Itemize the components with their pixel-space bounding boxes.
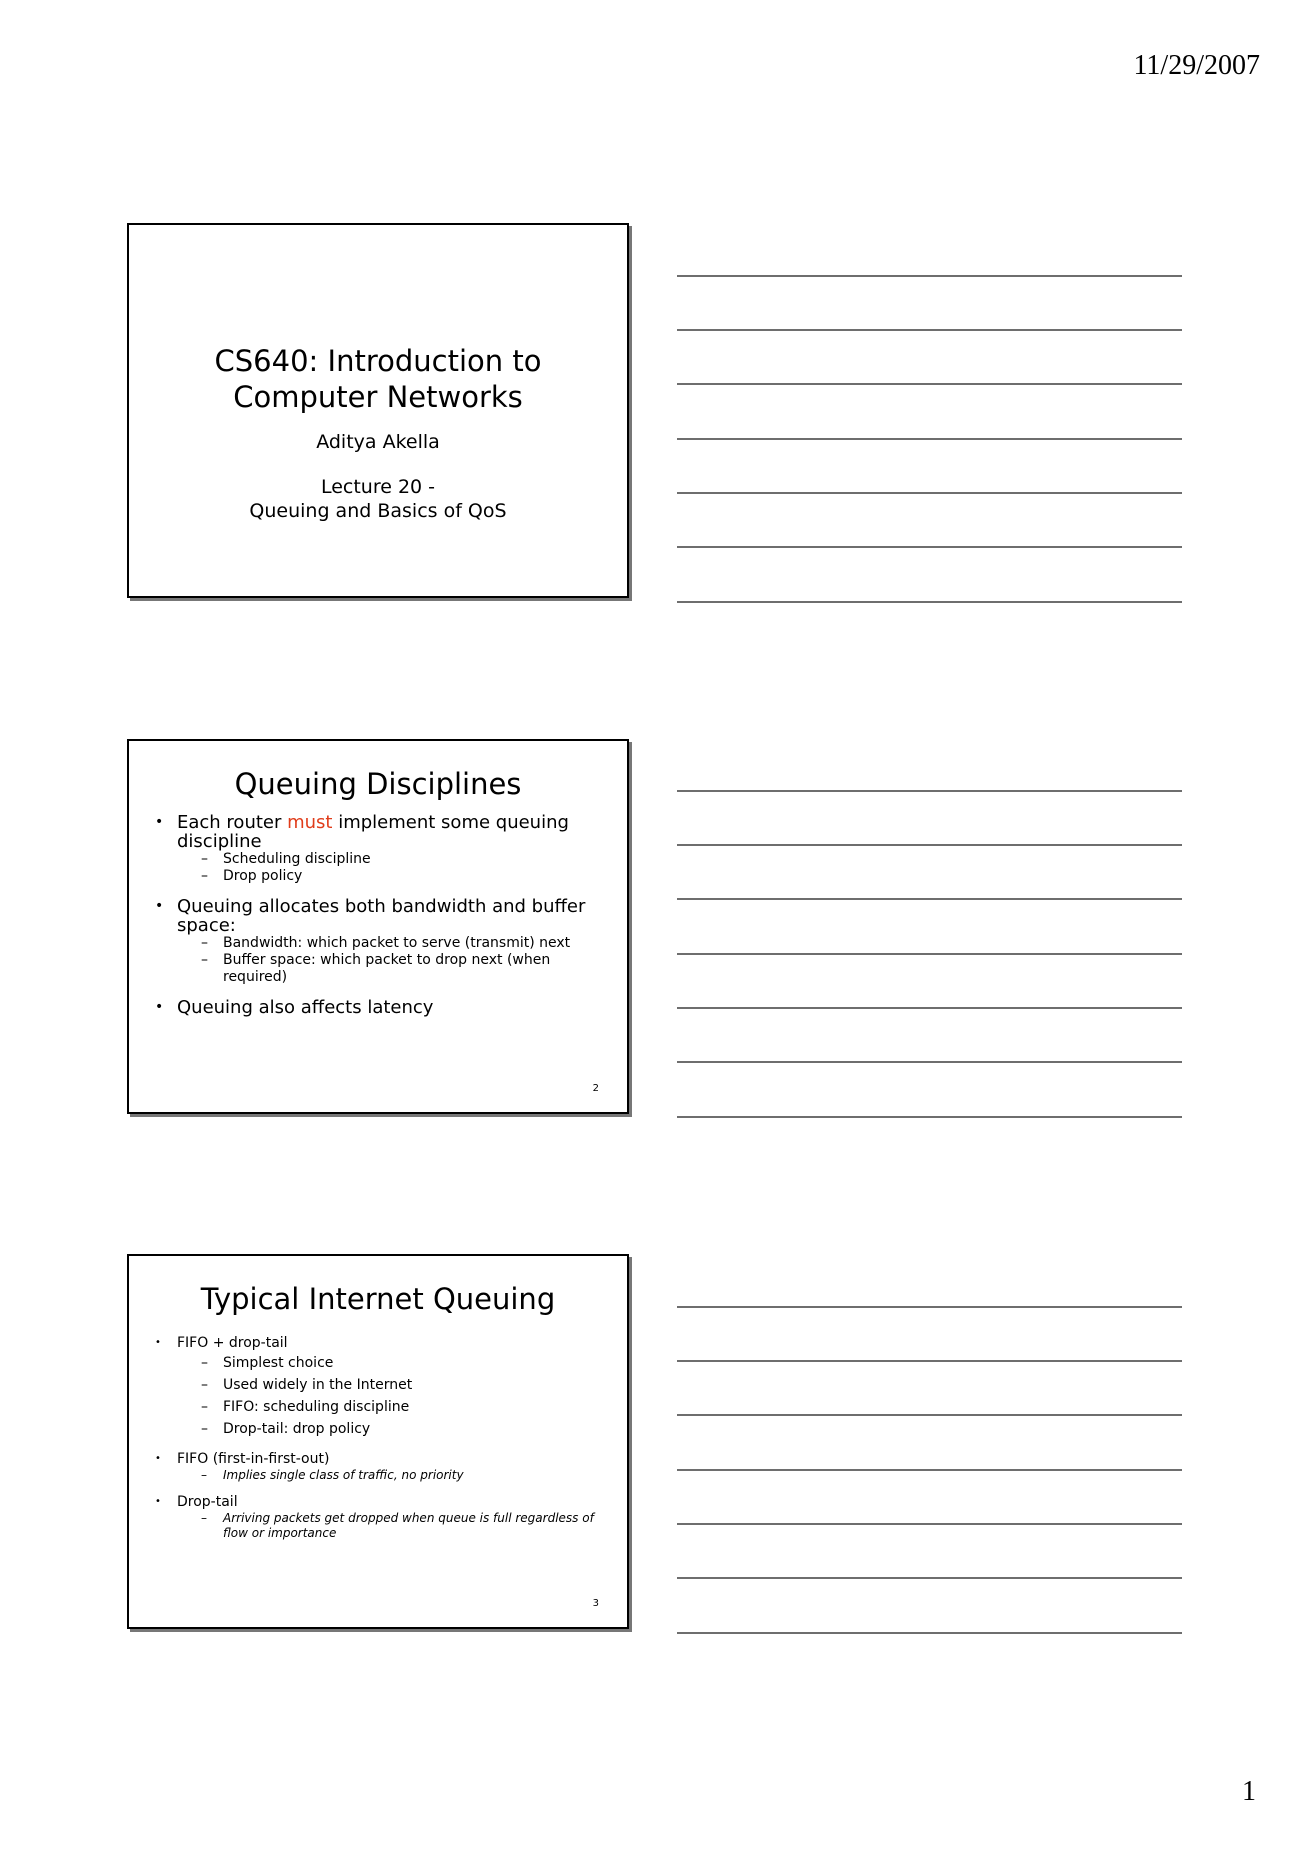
author-name: Aditya Akella xyxy=(316,431,440,453)
slide-thumbnail-2 xyxy=(127,739,629,1114)
slide-heading: Typical Internet Queuing xyxy=(200,1282,556,1316)
note-line xyxy=(677,383,1182,385)
bullet-item: • FIFO + drop-tail – Simplest choice – Used widely in the Internet – FIFO: scheduling discipline – Drop-tail: drop policy xyxy=(153,1334,607,1440)
title-block xyxy=(129,343,627,523)
slide-number: 2 xyxy=(592,1083,599,1094)
note-line xyxy=(677,844,1182,846)
slide-thumbnail-3 xyxy=(127,1254,629,1629)
bullet-item: • Each router must implement some queuing discipline – Scheduling discipline – Drop policy xyxy=(153,813,607,885)
sub-bullet: – Used widely in the Internet xyxy=(177,1374,607,1396)
note-line xyxy=(677,1469,1182,1471)
sub-bullet: – Drop-tail: drop policy xyxy=(177,1418,607,1440)
lecture-title: Lecture 20 - Queuing and Basics of QoS xyxy=(249,476,507,522)
bullet-item: • Queuing also affects latency xyxy=(153,998,607,1017)
note-line xyxy=(677,546,1182,548)
sub-bullet: – Bandwidth: which packet to serve (transmit) next xyxy=(177,935,607,952)
bullet-item: • Queuing allocates both bandwidth and buffer space: – Bandwidth: which packet to serve (transmit) next – Buffer space: which packet to drop next (when required) xyxy=(153,897,607,986)
note-line xyxy=(677,1414,1182,1416)
note-line xyxy=(677,1360,1182,1362)
note-line xyxy=(677,329,1182,331)
bullet-item: • Drop-tail – Arriving packets get dropped when queue is full regardless of flow or importance xyxy=(153,1493,607,1541)
note-line xyxy=(677,1061,1182,1063)
note-line xyxy=(677,492,1182,494)
sub-bullet: – Drop policy xyxy=(177,868,607,885)
note-line xyxy=(677,1523,1182,1525)
note-line xyxy=(677,1632,1182,1634)
bullet-item: • FIFO (first-in-first-out) – Implies single class of traffic, no priority xyxy=(153,1450,607,1483)
slide-heading: Queuing Disciplines xyxy=(234,767,522,801)
document-date: 11/29/2007 xyxy=(1133,50,1260,81)
note-line xyxy=(677,1577,1182,1579)
sub-bullet: – Arriving packets get dropped when queue is full regardless of flow or importance xyxy=(177,1511,607,1541)
sub-bullet: – FIFO: scheduling discipline xyxy=(177,1396,607,1418)
note-line xyxy=(677,1116,1182,1118)
sub-bullet: – Simplest choice xyxy=(177,1352,607,1374)
note-line xyxy=(677,953,1182,955)
slide-number: 3 xyxy=(592,1598,599,1609)
note-line xyxy=(677,601,1182,603)
slide-thumbnail-1 xyxy=(127,223,629,598)
bullet-list xyxy=(153,1334,607,1551)
course-title: CS640: Introduction to Computer Networks xyxy=(214,344,542,414)
note-line xyxy=(677,1007,1182,1009)
note-line xyxy=(677,275,1182,277)
sub-bullet: – Buffer space: which packet to drop next (when required) xyxy=(177,952,607,986)
note-line xyxy=(677,898,1182,900)
page-number: 1 xyxy=(1242,1776,1256,1807)
note-line xyxy=(677,1306,1182,1308)
bullet-list xyxy=(153,813,607,1029)
sub-bullet: – Implies single class of traffic, no priority xyxy=(177,1468,607,1483)
note-line xyxy=(677,790,1182,792)
note-line xyxy=(677,438,1182,440)
sub-bullet: – Scheduling discipline xyxy=(177,851,607,868)
emphasis-text: must xyxy=(287,812,333,833)
